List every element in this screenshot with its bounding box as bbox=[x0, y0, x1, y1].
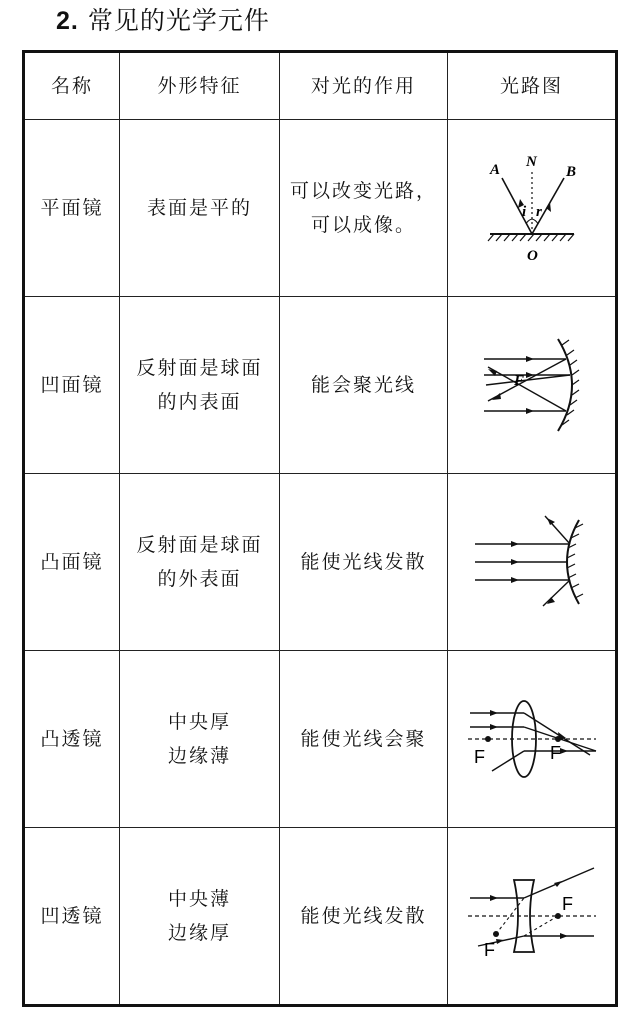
shape-line: 边缘厚 bbox=[167, 922, 231, 944]
label-r: r bbox=[535, 204, 544, 220]
element-effect bbox=[280, 828, 448, 1006]
effect-line: 能使光线发散 bbox=[300, 905, 427, 927]
label-focus-left: F bbox=[483, 940, 497, 960]
element-effect bbox=[280, 120, 448, 297]
shape-line: 反射面是球面 bbox=[136, 534, 263, 556]
table-row bbox=[24, 297, 617, 474]
convex-mirror-diagram bbox=[448, 474, 617, 651]
element-shape bbox=[120, 651, 280, 828]
effect-line: 可以改变光路， bbox=[289, 180, 437, 202]
element-shape bbox=[120, 297, 280, 474]
header-name: 名称 bbox=[24, 52, 120, 120]
plane-mirror-diagram bbox=[448, 120, 617, 297]
label-focus-right: F bbox=[549, 743, 563, 763]
element-name: 凸面镜 bbox=[24, 474, 120, 651]
shape-line: 中央厚 bbox=[167, 711, 231, 733]
table-row bbox=[24, 651, 617, 828]
effect-line: 能使光线会聚 bbox=[300, 728, 427, 750]
label-o: O bbox=[526, 248, 540, 264]
shape-line: 的内表面 bbox=[157, 391, 242, 413]
table-row bbox=[24, 474, 617, 651]
concave-mirror-diagram bbox=[448, 297, 617, 474]
optical-elements-table bbox=[22, 50, 618, 1007]
element-shape bbox=[120, 120, 280, 297]
label-focus-left: F bbox=[473, 747, 487, 767]
element-name: 凸透镜 bbox=[24, 651, 120, 828]
header-diagram: 光路图 bbox=[448, 52, 617, 120]
element-name: 凹面镜 bbox=[24, 297, 120, 474]
table-row bbox=[24, 120, 617, 297]
element-shape bbox=[120, 474, 280, 651]
label-i: i bbox=[521, 204, 528, 220]
element-effect bbox=[280, 474, 448, 651]
element-shape bbox=[120, 828, 280, 1006]
table-header-row bbox=[24, 52, 617, 120]
header-shape: 外形特征 bbox=[120, 52, 280, 120]
shape-line: 的外表面 bbox=[157, 568, 242, 590]
concave-lens-diagram bbox=[448, 828, 617, 1006]
element-name: 凹透镜 bbox=[24, 828, 120, 1006]
effect-line: 能使光线发散 bbox=[300, 551, 427, 573]
element-name: 平面镜 bbox=[24, 120, 120, 297]
heading-number: 2. bbox=[56, 7, 79, 35]
effect-line: 可以成像。 bbox=[310, 214, 416, 236]
page-title bbox=[56, 4, 270, 38]
element-effect bbox=[280, 297, 448, 474]
label-focus: F bbox=[513, 373, 526, 389]
shape-line: 表面是平的 bbox=[146, 197, 252, 219]
convex-lens-diagram bbox=[448, 651, 617, 828]
shape-line: 反射面是球面 bbox=[136, 357, 263, 379]
element-effect bbox=[280, 651, 448, 828]
heading-text: 常见的光学元件 bbox=[87, 6, 270, 35]
shape-line: 中央薄 bbox=[167, 888, 231, 910]
label-a: A bbox=[489, 162, 502, 178]
shape-line: 边缘薄 bbox=[167, 745, 231, 767]
label-focus-right: F bbox=[561, 894, 575, 914]
label-n: N bbox=[525, 154, 539, 170]
header-effect: 对光的作用 bbox=[280, 52, 448, 120]
label-b: B bbox=[565, 164, 578, 180]
effect-line: 能会聚光线 bbox=[310, 374, 416, 396]
table-row bbox=[24, 828, 617, 1006]
